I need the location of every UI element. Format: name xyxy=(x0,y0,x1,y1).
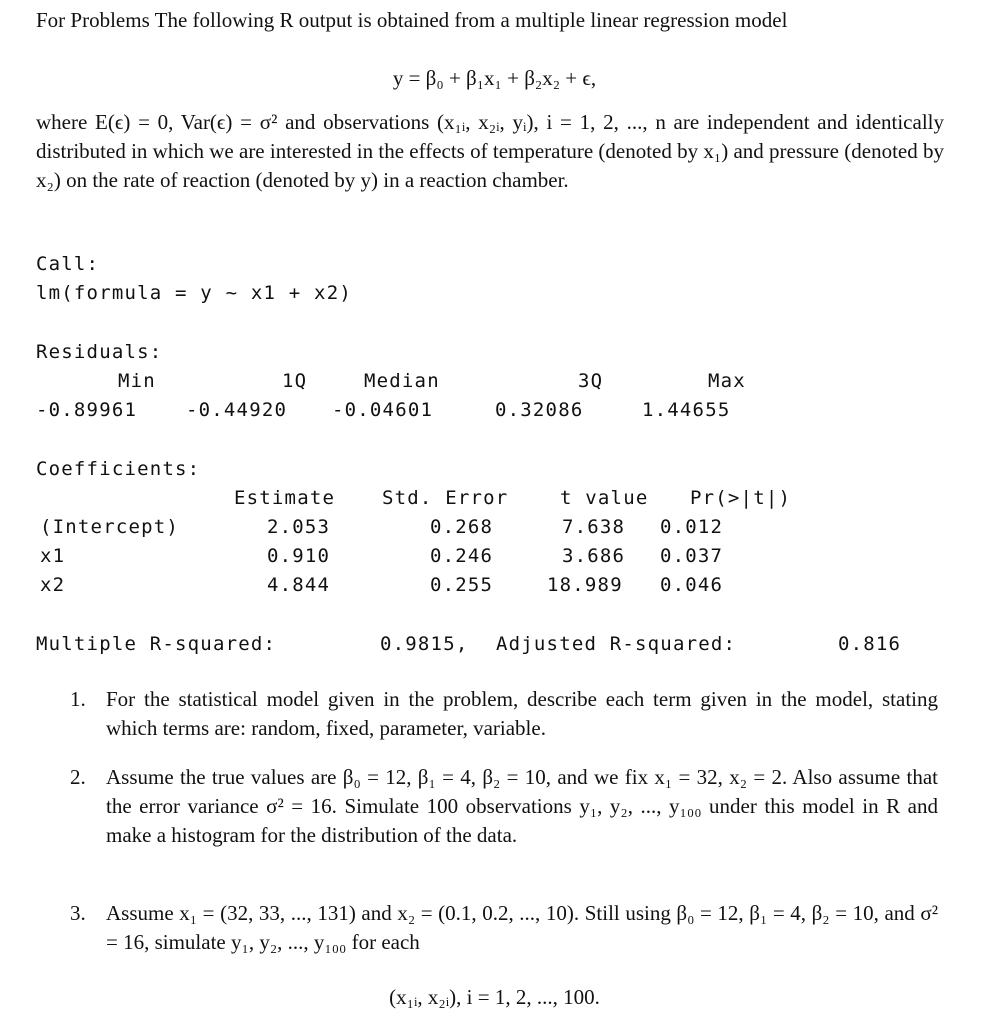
question-text: For the statistical model given in the problem, describe each term given in the model, stating which terms are: random, fixed, parameter, variable. xyxy=(106,687,938,740)
residuals-label: Residuals: xyxy=(36,341,163,363)
question-number: 3. xyxy=(70,901,86,925)
coef-row-p: 0.037 xyxy=(660,545,724,567)
intro-heading: For Problems The following R output is obtained from a multiple linear regression model xyxy=(36,8,788,32)
residual-header-1q: 1Q xyxy=(282,370,308,392)
r-squared-value: 0.9815, xyxy=(380,633,469,655)
residual-value-min: -0.89961 xyxy=(36,399,138,421)
coef-row-name: x2 xyxy=(40,574,66,596)
residual-value-3q: 0.32086 xyxy=(495,399,584,421)
coef-row-se: 0.255 xyxy=(430,574,494,596)
coef-row-t: 3.686 xyxy=(562,545,626,567)
adj-r-squared-label: Adjusted R-squared: xyxy=(496,633,737,655)
residual-header-median: Median xyxy=(364,370,440,392)
coef-header-estimate: Estimate xyxy=(234,487,336,509)
residual-header-3q: 3Q xyxy=(578,370,604,392)
r-squared-label: Multiple R-squared: xyxy=(36,633,277,655)
coef-header-t-value: t value xyxy=(560,487,649,509)
coef-row-p: 0.046 xyxy=(660,574,724,596)
coef-row-estimate: 2.053 xyxy=(267,516,331,538)
list-item xyxy=(70,763,938,850)
coef-header-p-value: Pr(>|t|) xyxy=(690,487,792,509)
residual-value-median: -0.04601 xyxy=(332,399,434,421)
question-text: Assume the true values are β₀ = 12, β₁ = 4, β₂ = 10, and we fix x₁ = 32, x₂ = 2. Also assume that the error variance σ² = 16. Simulate 100 observations y₁, y₂, ..., y₁₀₀ under this model in R and make a histogram for the distribution of the data. xyxy=(106,765,938,847)
call-label: Call: xyxy=(36,253,100,275)
coef-row-name: x1 xyxy=(40,545,66,567)
coef-row-t: 7.638 xyxy=(562,516,626,538)
question-number: 1. xyxy=(70,687,86,711)
coef-row-estimate: 4.844 xyxy=(267,574,331,596)
call-formula: lm(formula = y ~ x1 + x2) xyxy=(36,282,352,304)
coef-row-p: 0.012 xyxy=(660,516,724,538)
model-description: where E(ϵ) = 0, Var(ϵ) = σ² and observations (x₁ᵢ, x₂ᵢ, yᵢ), i = 1, 2, ..., n are independent and identically distributed in which we are interested in the effects of temperature (denoted by x₁) and pressure (denoted by x₂) on the rate of reaction (denoted by y) in a reaction chamber. xyxy=(36,110,944,192)
residual-value-max: 1.44655 xyxy=(642,399,731,421)
coef-row-se: 0.268 xyxy=(430,516,494,538)
residual-value-1q: -0.44920 xyxy=(186,399,288,421)
coefficients-label: Coefficients: xyxy=(36,458,201,480)
list-item xyxy=(70,899,938,957)
adj-r-squared-value: 0.816 xyxy=(838,633,902,655)
residual-header-min: Min xyxy=(118,370,156,392)
coef-row-name: (Intercept) xyxy=(40,516,180,538)
coef-header-std-error: Std. Error xyxy=(382,487,509,509)
coef-row-estimate: 0.910 xyxy=(267,545,331,567)
question-number: 2. xyxy=(70,765,86,789)
model-equation: y = β₀ + β₁x₁ + β₂x₂ + ϵ, xyxy=(392,66,597,90)
list-item xyxy=(70,685,938,743)
coef-row-se: 0.246 xyxy=(430,545,494,567)
question-text: Assume x₁ = (32, 33, ..., 131) and x₂ = (0.1, 0.2, ..., 10). Still using β₀ = 12, β₁ = 4, β₂ = 10, and σ² = 16, simulate y₁, y₂, ..., y₁₀₀ for each xyxy=(106,901,938,954)
residual-header-max: Max xyxy=(708,370,746,392)
coef-row-t: 18.989 xyxy=(547,574,623,596)
question-display-equation: (x₁ᵢ, x₂ᵢ), i = 1, 2, ..., 100. xyxy=(389,985,600,1009)
